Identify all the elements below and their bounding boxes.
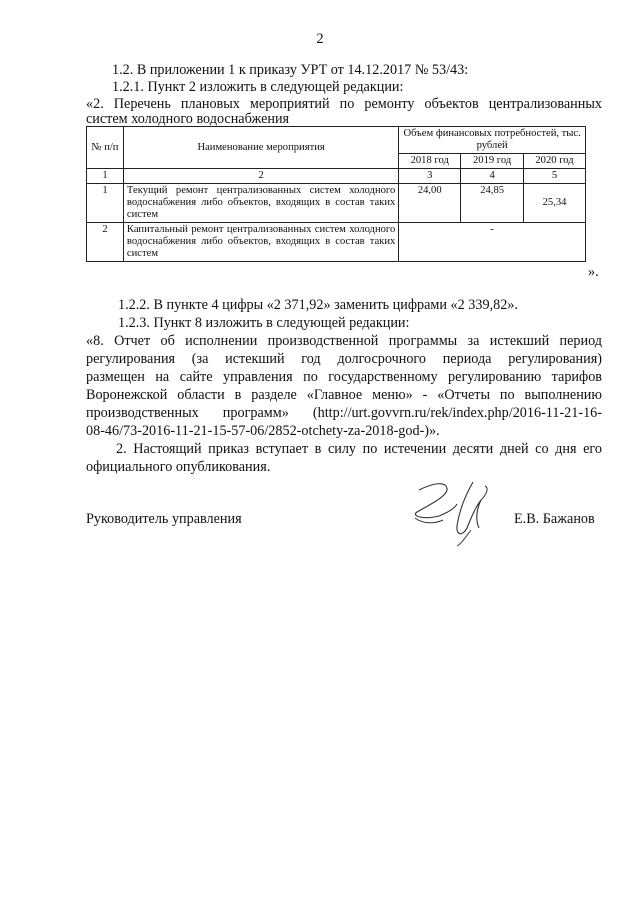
index-cell: 1 — [87, 169, 124, 184]
row-merged-value: - — [399, 223, 586, 262]
paragraph-1-2-3: 1.2.3. Пункт 8 изложить в следующей редакции: — [118, 315, 410, 331]
paragraph-8-line: размещен на сайте управления по государственному регулированию тарифов — [86, 369, 602, 385]
index-cell: 3 — [399, 169, 461, 184]
row-value-2019: 24,85 — [461, 184, 524, 223]
row-value-2018: 24,00 — [399, 184, 461, 223]
page-number: 2 — [316, 31, 324, 47]
table-header-row — [87, 127, 586, 154]
row-value-2020: 25,34 — [524, 184, 586, 223]
paragraph-2-line-1: 2. Настоящий приказ вступает в силу по истечении десяти дней со дня его — [116, 441, 602, 457]
paragraph-1-2-2: 1.2.2. В пункте 4 цифры «2 371,92» заменить цифрами «2 339,82». — [118, 297, 518, 313]
header-name: Наименование мероприятия — [123, 127, 398, 169]
paragraph-2-line-2: официального опубликования. — [86, 459, 271, 475]
paragraph-8-line: «8. Отчет об исполнении производственной программы за истекший период — [86, 333, 602, 349]
measures-table — [86, 126, 586, 262]
paragraph-8-line: Воронежской области в разделе «Главное меню» - «Отчеты по выполнению — [86, 387, 602, 403]
table-closing-quote: ». — [588, 264, 599, 280]
index-cell: 4 — [461, 169, 524, 184]
row-name: Текущий ремонт централизованных систем холодного водоснабжения либо объектов, входящих в состав таких систем — [123, 184, 398, 223]
row-name: Капитальный ремонт централизованных систем холодного водоснабжения либо объектов, входящих в состав таких систем — [123, 223, 398, 262]
index-cell: 2 — [123, 169, 398, 184]
header-year-2020: 2020 год — [524, 154, 586, 169]
quote-item-2-line-2: систем холодного водоснабжения — [86, 111, 290, 127]
quote-item-2-line-1: «2. Перечень плановых мероприятий по ремонту объектов централизованных — [86, 96, 602, 112]
header-num: № п/п — [87, 127, 124, 169]
paragraph-1-2-1: 1.2.1. Пункт 2 изложить в следующей редакции: — [112, 79, 404, 95]
index-cell: 5 — [524, 169, 586, 184]
table-index-row — [87, 169, 586, 184]
table-row — [87, 184, 586, 223]
signatory-title: Руководитель управления — [86, 511, 242, 527]
header-volume: Объем финансовых потребностей, тыс. рублей — [399, 127, 586, 154]
header-year-2019: 2019 год — [461, 154, 524, 169]
paragraph-8-line: регулирования (за истекший год долгосрочного периода регулирования) — [86, 351, 602, 367]
row-num: 2 — [87, 223, 124, 262]
handwritten-signature — [405, 478, 505, 554]
signatory-name: Е.В. Бажанов — [514, 511, 595, 527]
paragraph-1-2: 1.2. В приложении 1 к приказу УРТ от 14.12.2017 № 53/43: — [112, 62, 469, 78]
row-num: 1 — [87, 184, 124, 223]
paragraph-8-line: 08-46/73-2016-11-21-15-57-06/2852-otchety-za-2018-god-)». — [86, 423, 440, 439]
paragraph-8-line: производственных программ» (http://urt.govvrn.ru/rek/index.php/2016-11-21-16- — [86, 405, 602, 421]
header-year-2018: 2018 год — [399, 154, 461, 169]
table-row — [87, 223, 586, 262]
